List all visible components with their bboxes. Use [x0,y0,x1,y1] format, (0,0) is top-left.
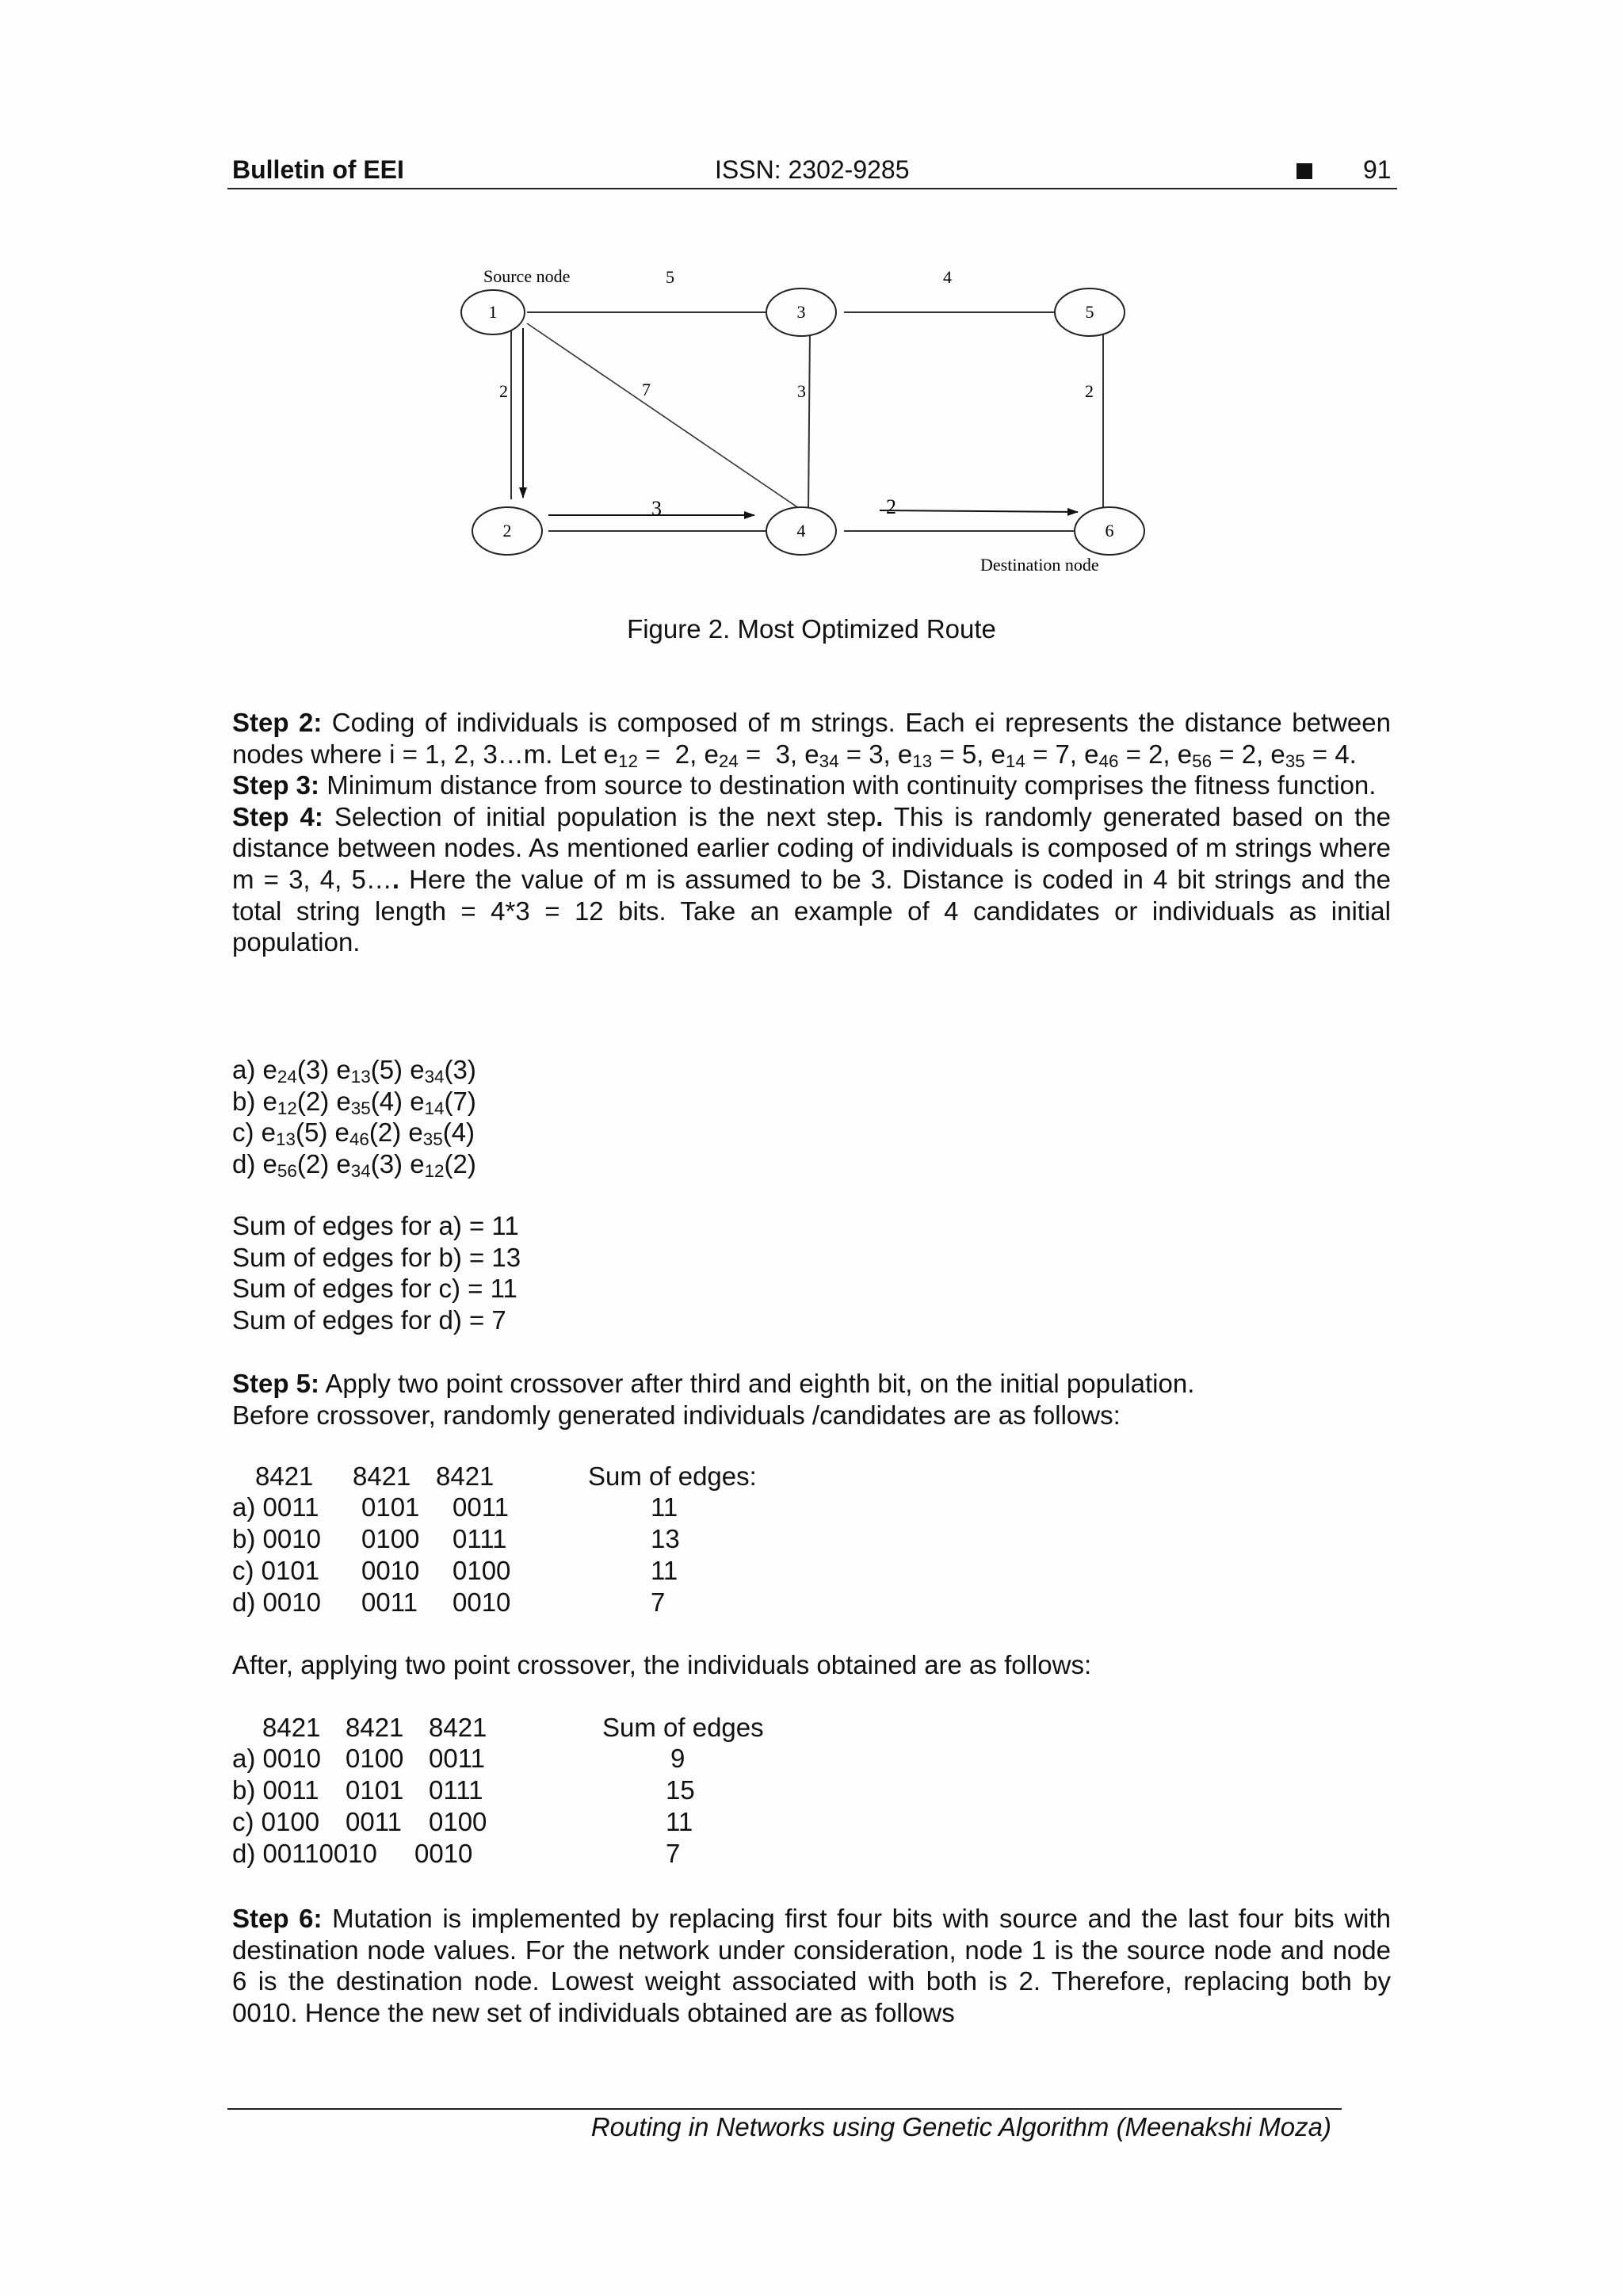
source-node-label: Source node [483,266,571,286]
step-5-label: Step 5: [232,1369,320,1398]
weight-5-6: 2 [1085,381,1094,401]
step-5-line-2: Before crossover, randomly generated individuals /candidates are as follows: [232,1400,1121,1430]
population-list [232,1054,1391,1179]
tb-r2-c3: 11 [651,1556,678,1585]
ta-h2: 8421 [429,1713,487,1742]
ta-r1-c1: 0101 [346,1775,404,1805]
header-rule [227,188,1397,189]
population-b: b) $e_{12}(2)$ $e_{35}(4)$ $e_{14}(7)$ [232,1086,476,1118]
sum-list [232,1210,1391,1335]
square-bullet-icon [1296,163,1312,179]
tb-r0-c0: a) 0011 [232,1492,319,1522]
ta-r0-c3: 9 [670,1744,685,1773]
step-2-paragraph: Step 2: Coding of individuals is composed of m strings. Each ei represents the distance between nodes where i = 1, 2, 3…m. Let $e_{12} = 2$, $e_{24} = 3$, $e_{34} = 3$, $e_{13} = 5$, $e_{14} = 7$, $e_{46} = 2$, $e_{56} = 2$, $e_{35} = 4$. [232,708,1391,771]
step-4-dot: . [876,801,884,831]
tb-h3: Sum of edges: [588,1461,757,1491]
ta-r3-c3: 7 [666,1839,681,1868]
sum-a: Sum of edges for a) = 11 [232,1211,519,1240]
journal-name: Bulletin of EEI [232,155,404,184]
population-d: d) $e_{56}(2)$ $e_{34}(3)$ $e_{12}(2)$ [232,1148,476,1181]
route-figure [460,262,1173,590]
tb-r3-c3: 7 [651,1587,666,1617]
weight-4-6: 2 [886,495,896,518]
steps-2-4 [232,707,1391,958]
step-3-label: Step 3: [232,770,320,800]
step-4-text-b: This is randomly generated based on the distance between nodes. As mentioned earlier coding of individuals is composed of m strings where m = 3, 4, 5… [232,801,1391,894]
footer-rule [227,2108,1342,2110]
step-2-tail: 2, e [1241,739,1285,769]
ta-r3-c0: d) 00110010 [232,1839,377,1868]
ta-h1: 8421 [346,1713,404,1742]
node-label-6: 6 [1105,521,1114,541]
step-4-text-a: Selection of initial population is the next step [323,801,876,831]
ta-r1-c3: 15 [666,1775,695,1805]
step-5-line-1: Step 5: Apply two point crossover after third and eighth bit, on the initial population. [232,1369,1195,1398]
step-6-text: Mutation is implemented by replacing first four bits with source and the last four bits with destination node values. For the network under consideration, node 1 is the source node and node 6 is the destination node. Lowest weight associated with both is 2. Therefore, replacing both by 0010. Hence the new set of individuals obtained are as follows [232,1904,1392,2027]
step-2-label: Step 2: [232,708,323,737]
step-4-label: Step 4: [232,801,323,831]
ta-r1-c2: 0111 [429,1775,483,1805]
step-4-text-c: Here the value of m is assumed to be 3. Distance is coded in 4 bit strings and the total string length = 4*3 = 12 bits. Take an example of 4 candidates or individuals as initial population. [232,864,1391,957]
population-c: c) $e_{13}(5)$ $e_{46}(2)$ $e_{35}(4)$ [232,1117,475,1150]
step-6-paragraph [232,1903,1391,2028]
step-3-text: Minimum distance from source to destination with continuity comprises the fitness function. [319,770,1377,800]
weight-1-2: 2 [499,381,508,401]
after-crossover-text: After, applying two point crossover, the individuals obtained are as follows: [232,1650,1092,1679]
ta-r0-c1: 0100 [346,1744,404,1773]
weight-2-4: 3 [651,497,662,520]
tb-r0-c2: 0011 [453,1492,509,1522]
footer-title: Routing in Networks using Genetic Algorithm (Meenakshi Moza) [590,2112,1331,2141]
destination-node-label: Destination node [980,555,1099,575]
step-3-paragraph [232,770,1391,801]
sum-b: Sum of edges for b) = 13 [232,1242,521,1272]
tb-r0-c1: 0101 [361,1492,420,1522]
tb-h1: 8421 [353,1461,411,1491]
ta-r2-c3: 11 [666,1807,693,1836]
ta-h3: Sum of edges [602,1713,764,1742]
weight-3-4: 3 [797,381,806,401]
step-4-dot-2: . [391,864,399,894]
tb-r2-c1: 0010 [361,1556,420,1585]
ta-r0-c2: 0011 [429,1744,485,1773]
step-5-paragraph [232,1368,1391,1431]
route-graph [460,262,1173,586]
tb-h2: 8421 [436,1461,495,1491]
tb-r1-c1: 0100 [361,1524,420,1553]
ta-r2-c2: 0100 [429,1807,487,1836]
ta-r1-c0: b) 0011 [232,1775,319,1805]
tb-r1-c2: 0111 [453,1524,507,1553]
edge-4-6-arrow [880,510,1078,512]
tb-r1-c3: 13 [651,1524,680,1553]
node-label-5: 5 [1085,302,1094,322]
weight-1-3: 5 [666,267,674,287]
tb-r3-c2: 0010 [453,1587,511,1617]
tb-r0-c3: 11 [651,1492,678,1522]
tb-r3-c0: d) 0010 [232,1587,321,1617]
population-a: a) $e_{24}(3)$ $e_{13}(5)$ $e_{34}(3)$ [232,1055,476,1087]
node-label-1: 1 [488,302,498,322]
step-6-label: Step 6: [232,1904,323,1933]
weight-1-4: 7 [642,380,651,399]
ta-r2-c1: 0011 [346,1807,402,1836]
tb-r3-c1: 0011 [361,1587,418,1617]
sum-c: Sum of edges for c) = 11 [232,1274,517,1304]
ta-r2-c0: c) 0100 [232,1807,320,1836]
ta-r0-c0: a) 0010 [232,1744,321,1773]
tb-r2-c2: 0100 [453,1556,511,1585]
ta-h0: 8421 [262,1713,321,1742]
issn: ISSN: 2302-9285 [715,155,910,184]
ta-r3-c2: 0010 [414,1839,473,1868]
page-number: 91 [1363,155,1392,184]
step-2-text: Coding of individuals is composed of m strings. Each ei represents the distance between nodes where i = 1, 2, 3…m. Let e [232,708,1391,769]
node-label-3: 3 [796,302,806,322]
step-6-block [232,1903,1391,2028]
edge-1-4 [527,323,807,514]
figure-caption: Figure 2. Most Optimized Route [627,614,996,644]
tb-h0: 8421 [255,1461,314,1491]
node-label-4: 4 [796,521,806,541]
tb-r2-c0: c) 0101 [232,1556,320,1585]
tb-r1-c0: b) 0010 [232,1524,321,1553]
sum-d: Sum of edges for d) = 7 [232,1305,506,1335]
node-label-2: 2 [502,521,512,541]
edge-3-4 [808,328,810,511]
step-4-paragraph [232,801,1391,958]
weight-3-5: 4 [943,267,952,287]
